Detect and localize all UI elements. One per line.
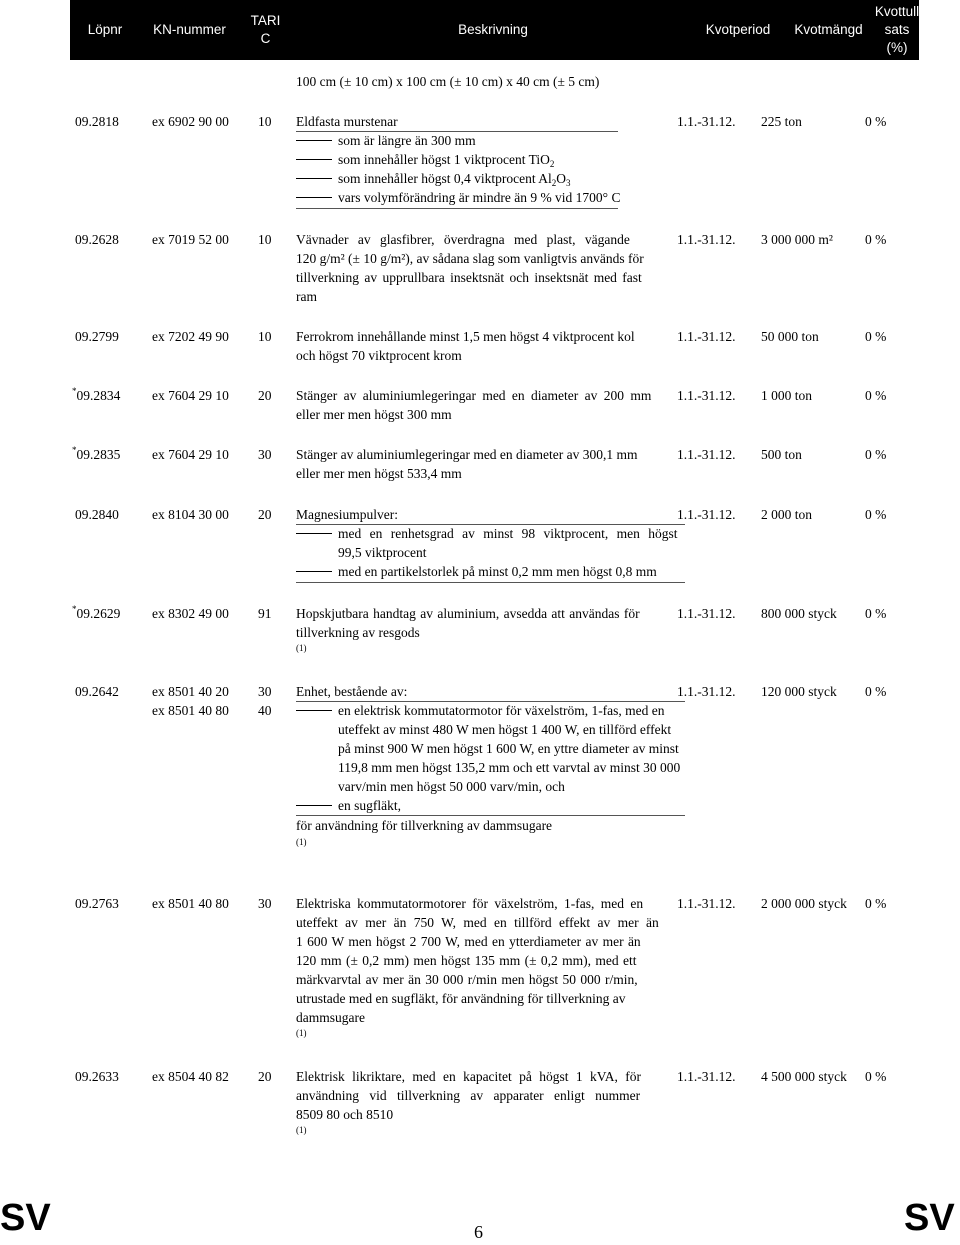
quantity-cell: 1 000 ton	[761, 388, 813, 403]
rate-cell: 0 %	[865, 329, 887, 344]
lopnr-cell: 09.2628	[75, 232, 119, 247]
description-line: dammsugare	[296, 1010, 365, 1025]
description-cell	[296, 445, 666, 483]
description-item-text: som innehåller högst 0,4 viktprocent Al	[338, 171, 552, 186]
description-line: tillverkning av upprullbara insektsnät och insektsnät med fast	[296, 270, 642, 285]
lopnr-cell: 09.2633	[75, 1069, 119, 1084]
description-line: 120 mm (± 0,2 mm) men högst 135 mm (± 0,2 mm), med ett	[296, 953, 637, 968]
dash-mark	[296, 159, 332, 160]
dash-mark	[296, 533, 332, 534]
description-line: Hopskjutbara handtag av aluminium, avsedda att användas för	[296, 606, 640, 621]
footnote-ref: (1)	[296, 1125, 307, 1135]
header-taric-label: TARI C	[250, 13, 281, 46]
description-item-continuation: 119,8 mm men högst 135,2 mm och ett varvtal av minst 30 000	[338, 760, 681, 775]
description-item-continuation: varv/min men högst 50 000 varv/min, och	[338, 779, 565, 794]
kn-cell: ex 7019 52 00	[152, 232, 229, 247]
period-cell: 1.1.-31.12.	[677, 232, 736, 247]
rate-cell: 0 %	[865, 1069, 887, 1084]
kn-cell: ex 7604 29 10	[152, 388, 229, 403]
description-line: Stänger av aluminiumlegeringar med en diameter av 200 mm	[296, 388, 652, 403]
taric-cell: 30	[258, 896, 272, 911]
quantity-cell: 800 000 styck	[761, 606, 837, 621]
period-cell: 1.1.-31.12.	[677, 388, 736, 403]
description-cell	[296, 604, 666, 654]
description-item	[296, 524, 678, 543]
period-cell: 1.1.-31.12.	[677, 684, 736, 699]
subscript: 2	[551, 178, 557, 188]
period-cell: 1.1.-31.12.	[677, 896, 736, 911]
taric-cell: 30	[258, 684, 272, 699]
kn-cell: ex 8501 40 80	[152, 896, 229, 911]
kn-cell: ex 6902 90 00	[152, 114, 229, 129]
taric-cell: 20	[258, 388, 272, 403]
lopnr-cell: 09.2799	[75, 329, 119, 344]
header-kvottullsats	[876, 1, 918, 59]
description-line: tillverkning av resgods	[296, 625, 420, 640]
description-line: märkvarvtal av mer än 30 000 r/min men högst 50 000 r/min,	[296, 972, 638, 987]
description-line: Vävnader av glasfibrer, överdragna med plast, vägande	[296, 232, 630, 247]
description-item-continuation: på minst 900 W men högst 1 600 W, en yttre diameter av minst	[338, 741, 679, 756]
description-heading: Eldfasta murstenar	[296, 114, 398, 129]
description-line: 120 g/m² (± 10 g/m²), av sådana slag som vanligtvis används för	[296, 251, 644, 266]
kn-cell: ex 7202 49 90	[152, 329, 229, 344]
kn-cell: ex 8501 40 80	[152, 703, 229, 718]
description-item	[296, 131, 476, 150]
underline-rule	[296, 208, 618, 209]
subscript: 2	[549, 159, 555, 169]
language-code-right: SV	[904, 1197, 955, 1239]
table-header	[70, 0, 919, 60]
rate-cell: 0 %	[865, 507, 887, 522]
dash-mark	[296, 140, 332, 141]
description-line: ram	[296, 289, 317, 304]
dash-mark	[296, 571, 332, 572]
period-cell: 1.1.-31.12.	[677, 447, 736, 462]
lopnr-cell	[72, 386, 120, 407]
quantity-cell: 4 500 000 styck	[761, 1069, 847, 1084]
taric-cell: 30	[258, 447, 272, 462]
quantity-cell: 120 000 styck	[761, 684, 837, 699]
header-kvotmangd: Kvotmängd	[783, 1, 874, 59]
description-item-text: en elektrisk kommutatormotor för växelström, 1-fas, med en	[338, 703, 665, 718]
lopnr-text: 09.2835	[76, 447, 121, 462]
taric-cell: 10	[258, 232, 272, 247]
dash-mark	[296, 710, 332, 711]
description-cell	[296, 1067, 666, 1136]
description-line: Ferrokrom innehållande minst 1,5 men högst 4 viktprocent kol	[296, 329, 635, 344]
period-cell: 1.1.-31.12.	[677, 507, 736, 522]
taric-cell: 20	[258, 507, 272, 522]
kn-cell: ex 8302 49 00	[152, 606, 229, 621]
lopnr-cell: 09.2818	[75, 114, 119, 129]
formula-part: O	[556, 171, 566, 186]
quantity-cell: 500 ton	[761, 447, 802, 462]
description-item-text: en sugfläkt,	[338, 798, 401, 813]
header-kvotperiod: Kvotperiod	[695, 1, 781, 59]
description-cell	[296, 894, 666, 1039]
footnote-ref: (1)	[296, 643, 307, 653]
description-cell	[296, 327, 666, 365]
kn-cell: ex 8504 40 82	[152, 1069, 229, 1084]
header-lopnr: Löpnr	[71, 1, 139, 59]
description-line: 1 600 W men högst 2 700 W, med en ytterdiameter av mer än	[296, 934, 641, 949]
dash-mark	[296, 805, 332, 806]
quantity-cell: 50 000 ton	[761, 329, 819, 344]
lopnr-cell	[72, 604, 120, 625]
header-taric	[240, 1, 291, 59]
description-item-text: med en renhetsgrad av minst 98 viktprocent, men högst	[338, 526, 678, 541]
description-line: Elektrisk likriktare, med en kapacitet på högst 1 kVA, för	[296, 1069, 642, 1084]
description-item-text: vars volymförändring är mindre än 9 % vid 1700° C	[338, 190, 621, 205]
continuation-line: 100 cm (± 10 cm) x 100 cm (± 10 cm) x 40 cm (± 5 cm)	[296, 74, 600, 89]
quantity-cell: 2 000 000 styck	[761, 896, 847, 911]
underline-rule	[296, 582, 685, 583]
description-item	[296, 150, 554, 171]
footnote-star: *	[72, 445, 77, 455]
description-item-text: med en partikelstorlek på minst 0,2 mm men högst 0,8 mm	[338, 564, 657, 579]
description-item	[296, 188, 620, 207]
quantity-cell: 2 000 ton	[761, 507, 813, 522]
kn-cell: ex 8501 40 20	[152, 684, 229, 699]
lopnr-text: 09.2834	[76, 388, 121, 403]
rate-cell: 0 %	[865, 114, 887, 129]
taric-cell: 10	[258, 114, 272, 129]
description-heading: Magnesiumpulver:	[296, 507, 398, 522]
description-line: Elektriska kommutatormotorer för växelström, 1-fas, med en	[296, 896, 644, 911]
taric-cell: 91	[258, 606, 272, 621]
description-item-text: som är längre än 300 mm	[338, 133, 476, 148]
quantity-cell: 3 000 000 m²	[761, 232, 833, 247]
kn-cell: ex 8104 30 00	[152, 507, 229, 522]
quantity-cell: 225 ton	[761, 114, 802, 129]
period-cell: 1.1.-31.12.	[677, 1069, 736, 1084]
rate-cell: 0 %	[865, 606, 887, 621]
description-line: eller mer men högst 533,4 mm	[296, 466, 462, 481]
description-item	[296, 796, 401, 815]
language-code-left: SV	[0, 1197, 51, 1239]
description-line: eller mer men högst 300 mm	[296, 407, 452, 422]
description-line: 8509 80 och 8510	[296, 1107, 394, 1122]
description-line: utrustade med en sugfläkt, för användning för tillverkning av	[296, 991, 626, 1006]
rate-cell: 0 %	[865, 447, 887, 462]
rate-cell: 0 %	[865, 232, 887, 247]
description-item-text: som innehåller högst 1 viktprocent TiO	[338, 152, 550, 167]
header-kn-nummer: KN-nummer	[141, 1, 238, 59]
footnote-star: *	[72, 386, 77, 396]
description-tail: för användning för tillverkning av dammsugare	[296, 818, 553, 833]
lopnr-cell	[72, 445, 120, 466]
description-item-continuation: uteffekt av minst 480 W men högst 1 400 W, en tillförd effekt	[338, 722, 672, 737]
taric-cell: 20	[258, 1069, 272, 1084]
description-cell	[296, 386, 666, 424]
rate-cell: 0 %	[865, 684, 887, 699]
header-kvottullsats-label: Kvottull sats (%)	[874, 4, 920, 55]
period-cell: 1.1.-31.12.	[677, 606, 736, 621]
description-item-continuation: 99,5 viktprocent	[338, 545, 427, 560]
rate-cell: 0 %	[865, 896, 887, 911]
lopnr-text: 09.2629	[76, 606, 121, 621]
underline-rule	[296, 815, 685, 816]
description-item	[296, 562, 657, 581]
taric-cell: 40	[258, 703, 272, 718]
dash-mark	[296, 178, 332, 179]
description-line: Stänger av aluminiumlegeringar med en diameter av 300,1 mm	[296, 447, 638, 462]
lopnr-cell: 09.2763	[75, 896, 119, 911]
footnote-star: *	[72, 604, 77, 614]
description-item	[296, 701, 665, 720]
description-heading: Enhet, bestående av:	[296, 684, 408, 699]
page-number: 6	[474, 1222, 483, 1242]
description-line: och högst 70 viktprocent krom	[296, 348, 462, 363]
rate-cell: 0 %	[865, 388, 887, 403]
footnote-ref: (1)	[296, 837, 307, 847]
subscript: 3	[565, 178, 571, 188]
kn-cell: ex 7604 29 10	[152, 447, 229, 462]
period-cell: 1.1.-31.12.	[677, 329, 736, 344]
taric-cell: 10	[258, 329, 272, 344]
description-line: uteffekt av mer än 750 W, med en tillförd effekt av mer än	[296, 915, 659, 930]
description-item	[296, 169, 570, 190]
header-beskrivning: Beskrivning	[293, 1, 693, 59]
footnote-ref: (1)	[296, 1028, 307, 1038]
description-cell	[296, 230, 666, 306]
lopnr-cell: 09.2642	[75, 684, 119, 699]
lopnr-cell: 09.2840	[75, 507, 119, 522]
dash-mark	[296, 197, 332, 198]
period-cell: 1.1.-31.12.	[677, 114, 736, 129]
description-line: användning vid tillverkning av apparater enligt nummer	[296, 1088, 641, 1103]
